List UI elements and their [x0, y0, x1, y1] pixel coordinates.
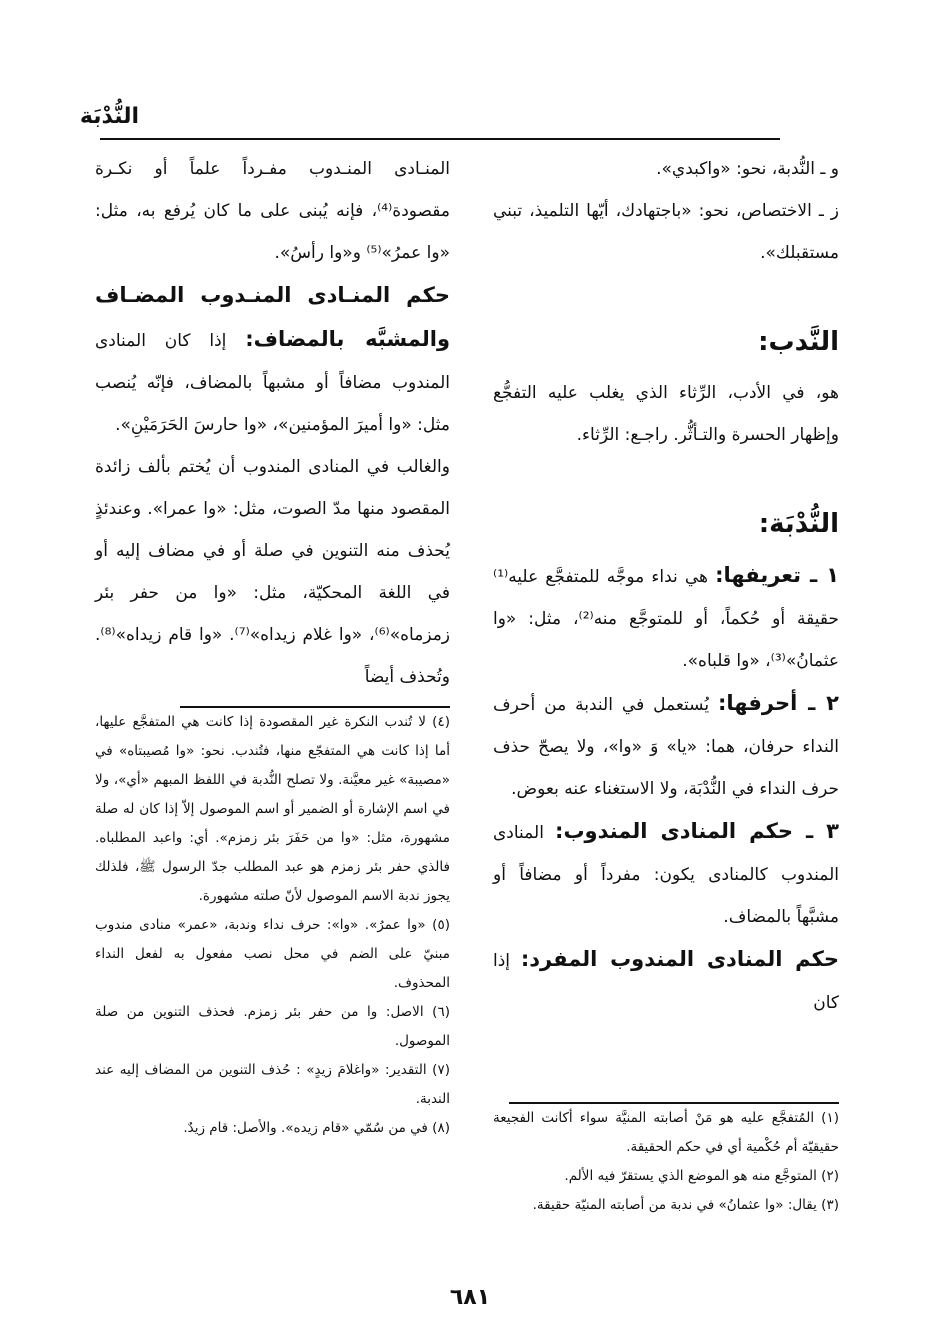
subsection-mudaf-text: إذا كان المنادى المندوب مضافاً أو مشبهاً بالمضاف، فإنّه يُنصب مثل: «وا أميرَ المؤمنين»، «وا حارسَ الحَرَمَيْنِ». — [95, 331, 450, 435]
footnote: (٢) المتوجَّع منه هو الموضع الذي يستقرّ فيه الألم. — [564, 1168, 839, 1184]
subsection-mufrad-text: إذا كان — [493, 951, 839, 1013]
subsection-mufrad-label: حكم المنادى المندوب المفرد: — [520, 947, 839, 971]
right-footnotes — [493, 1102, 839, 1220]
paragraph-alif: والغالب في المنادى المندوب أن يُختم بألف زائدة المقصود منها مدّ الصوت، مثل: «وا عمرا». وعندئذٍ يُحذف منه التنوين في صلة أو في مضاف إليه أو في اللغة المحكيّة، مثل: «وا من حفر بئر زمزماه»⁽⁶⁾، «وا غلام زيداه»⁽⁷⁾. «وا قام زيداه»⁽⁸⁾. وتُحذف أيضاً — [95, 457, 451, 687]
footnote: (٣) يقال: «وا عثمانُ» في ندبة من أصابته المنيّة حقيقة. — [532, 1197, 839, 1213]
section-letters-label: ٢ ـ أحرفها: — [718, 691, 839, 715]
footnote: (٨) في من سُمّي «قام زيده». والأصل: قام زيدٌ. — [183, 1120, 450, 1136]
subsection-mudaf — [95, 274, 450, 446]
footnote: (٦) الاصل: وا من حفر بئر زمزم. فحذف التنوين من صلة الموصول. — [95, 1004, 450, 1049]
subsection-mufrad — [493, 938, 839, 1024]
continuation-text: المنـادى المنـدوب مفـرداً علماً أو نكـرة مقصودة⁽⁴⁾، فإنه يُبنى على ما كان يُرفع به، مثل: «وا عمرُ»⁽⁵⁾ و«وا رأسُ». — [95, 159, 450, 263]
entry-title-nadb: النَّدب: — [758, 327, 839, 357]
running-head: النُّدْبَة — [79, 104, 139, 129]
section-definition-text: هي نداء موجَّه للمتفجَّع عليه⁽¹⁾ حقيقة أو حُكماً، أو للمتوجَّع منه⁽²⁾، مثل: «وا عثمانُ»⁽³⁾، «وا قلباه». — [493, 567, 839, 671]
footnote: (٥) «وا عمرُ». «وا»: حرف نداء وندبة، «عمر» منادى مندوب مبنيّ على الضم في محل نصب مفعول به لفعل النداء المحذوف. — [95, 917, 450, 991]
entry-text-nadb: هو، في الأدب، الرِّثاء الذي يغلب عليه التفجُّع وإظهار الحسرة والتـأثُّر. راجـع: الرِّثاء. — [493, 383, 839, 445]
right-column — [493, 148, 839, 1024]
section-letters — [493, 682, 839, 810]
footnote: (١) المُتفجَّع عليه هو مَنْ أصابته المنيَّة سواء أكانت الفجيعة حقيقيّة أم حُكْمية أي في حكم الحقيقة. — [493, 1110, 839, 1155]
footnote: (٤) لا تُندب النكرة غير المقصودة إذا كانت هي المتفجَّع عليها، أما إذا كانت هي المتفجّع منها، فتُندب. نحو: «وا مُصيبتاه» في «مصيبة» غير معيَّنة. ولا تصلح النُّدبة في اللفظ المبهم «أي»، ولا في اسم الإشارة أو الضمير أو اسم الموصول إلاّ إذا كان له صلة مشهورة، مثل: «وا من حَفَرَ بئر زمزم». أي: واعبد المطلباه. فالذي حفر بئر زمزم هو عبد المطلب جدّ الرسول ﷺ، فلذلك يجوز ندبة الاسم الموصول لأنّ صلته مشهورة. — [95, 714, 450, 904]
footnote: (٧) التقدير: «واغلامَ زيدٍ» : حُذف التنوين من المضاف إليه عند الندبة. — [95, 1062, 450, 1107]
item-waw: و ـ النُّدبة، نحو: «واكبدي». — [656, 159, 839, 179]
subsection-mudaf-label: حكم المنـادى المنـدوب المضـاف والمشبَّه بالمضاف: — [95, 283, 451, 351]
section-ruling — [493, 810, 839, 938]
section-definition — [493, 554, 839, 682]
item-zay: ز ـ الاختصاص، نحو: «باجتهادك، أيّها التلميذ، تبني مستقبلك». — [493, 201, 839, 263]
left-footnotes — [95, 706, 450, 1143]
header-rule — [100, 138, 780, 140]
left-column — [95, 148, 450, 698]
section-letters-text: يُستعمل في الندبة من أحرف النداء حرفان، هما: «يا» وَ «وا»، ولا يصحّ حذف حرف النداء في النُّدْبَة، ولا الاستغناء عنه بعوض. — [493, 695, 839, 799]
page-number: ٦٨١ — [449, 1285, 491, 1310]
section-ruling-label: ٣ ـ حكم المنادى المندوب: — [555, 819, 839, 843]
section-definition-label: ١ ـ تعريفها: — [715, 563, 840, 587]
section-ruling-text: المنادى المندوب كالمنادى يكون: مفرداً أو مضافاً أو مشبَّهاً بالمضاف. — [493, 823, 839, 927]
entry-title-nudba: النُّدْبَة: — [758, 509, 839, 539]
